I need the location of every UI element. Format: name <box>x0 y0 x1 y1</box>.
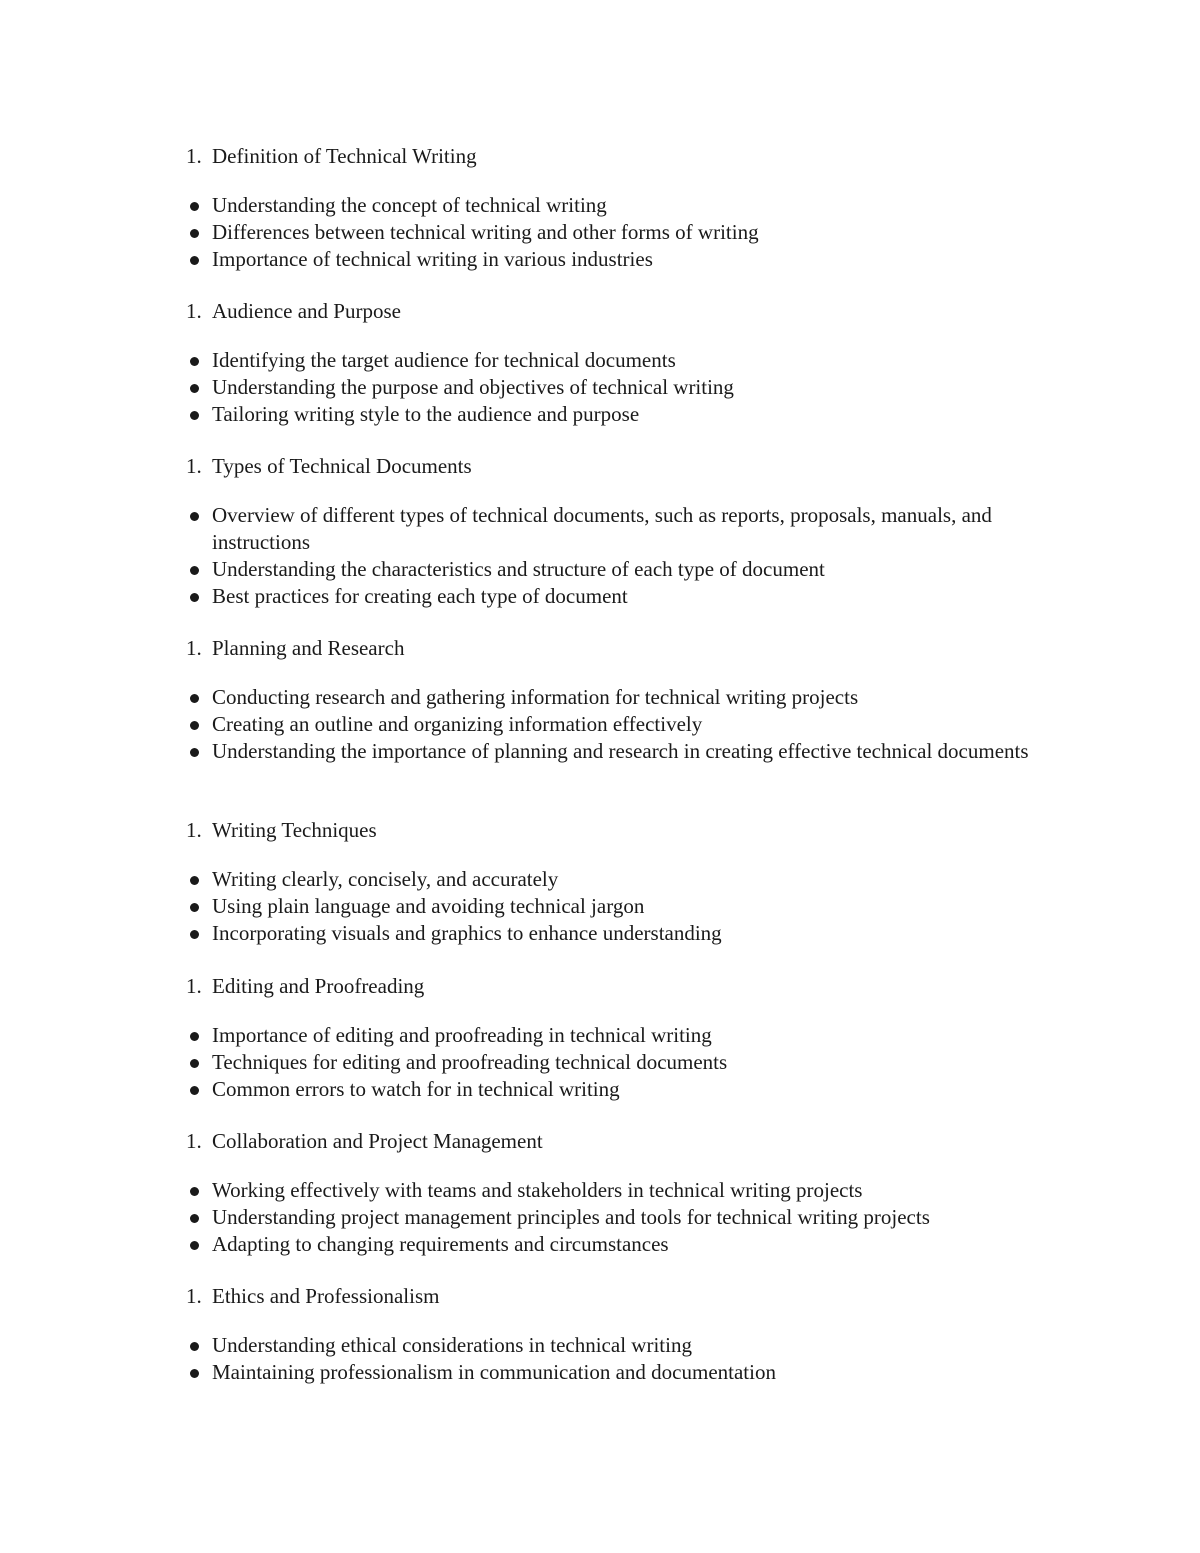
outline-section <box>186 634 1066 765</box>
list-item <box>186 401 1066 428</box>
bullet-list <box>186 502 1066 610</box>
list-item <box>186 1359 1066 1386</box>
list-item <box>186 1049 1066 1076</box>
bullet-icon <box>190 1086 199 1095</box>
list-item-text: Best practices for creating each type of document <box>212 584 628 608</box>
section-title: Planning and Research <box>212 636 405 660</box>
bullet-icon <box>190 566 199 575</box>
list-item <box>186 556 1066 583</box>
section-heading <box>186 816 1066 844</box>
list-item-text: Conducting research and gathering information for technical writing projects <box>212 685 859 709</box>
list-item <box>186 893 1066 920</box>
bullet-icon <box>190 357 199 366</box>
list-item <box>186 374 1066 401</box>
list-item-text: Understanding the characteristics and structure of each type of document <box>212 557 825 581</box>
bullet-icon <box>190 903 199 912</box>
list-item <box>186 1204 1066 1231</box>
bullet-icon <box>190 202 199 211</box>
section-title: Writing Techniques <box>212 818 377 842</box>
outline-section <box>186 1127 1066 1258</box>
list-item-text: Common errors to watch for in technical writing <box>212 1077 620 1101</box>
list-item <box>186 1177 1066 1204</box>
bullet-icon <box>190 694 199 703</box>
section-number: 1. <box>186 454 202 478</box>
list-item-text: Importance of editing and proofreading in technical writing <box>212 1023 712 1047</box>
list-item-text: Understanding the purpose and objectives of technical writing <box>212 375 734 399</box>
list-item <box>186 738 1066 765</box>
list-item-text: Identifying the target audience for technical documents <box>212 348 676 372</box>
outline-section <box>186 452 1066 610</box>
bullet-icon <box>190 1214 199 1223</box>
section-title: Ethics and Professionalism <box>212 1284 440 1308</box>
list-item-text: Importance of technical writing in various industries <box>212 247 653 271</box>
list-item <box>186 502 1066 556</box>
bullet-list <box>186 347 1066 428</box>
list-item <box>186 1332 1066 1359</box>
bullet-icon <box>190 593 199 602</box>
list-item-text: Understanding the concept of technical writing <box>212 193 607 217</box>
section-number: 1. <box>186 636 202 660</box>
section-heading <box>186 1127 1066 1155</box>
outline-section <box>186 142 1066 273</box>
list-item-text: Differences between technical writing and other forms of writing <box>212 220 759 244</box>
list-item <box>186 866 1066 893</box>
bullet-icon <box>190 930 199 939</box>
list-item <box>186 1022 1066 1049</box>
outline-section <box>186 972 1066 1103</box>
section-title: Editing and Proofreading <box>212 974 425 998</box>
bullet-icon <box>190 1342 199 1351</box>
bullet-icon <box>190 411 199 420</box>
section-heading <box>186 634 1066 662</box>
bullet-list <box>186 1332 1066 1386</box>
list-item-text: Writing clearly, concisely, and accurately <box>212 867 559 891</box>
bullet-icon <box>190 1059 199 1068</box>
list-item-text: Maintaining professionalism in communication and documentation <box>212 1360 776 1384</box>
list-item <box>186 192 1066 219</box>
list-item-text: Techniques for editing and proofreading technical documents <box>212 1050 728 1074</box>
bullet-icon <box>190 256 199 265</box>
bullet-list <box>186 866 1066 947</box>
section-heading <box>186 452 1066 480</box>
bullet-icon <box>190 721 199 730</box>
list-item <box>186 684 1066 711</box>
list-item-text: Tailoring writing style to the audience and purpose <box>212 402 640 426</box>
list-item-text: Overview of different types of technical documents, such as reports, proposals, manuals, and instructions <box>212 503 992 554</box>
bullet-icon <box>190 876 199 885</box>
bullet-icon <box>190 1369 199 1378</box>
list-item-text: Understanding project management principles and tools for technical writing projects <box>212 1205 930 1229</box>
list-item-text: Working effectively with teams and stakeholders in technical writing projects <box>212 1178 863 1202</box>
bullet-list <box>186 1022 1066 1103</box>
section-heading <box>186 142 1066 170</box>
bullet-icon <box>190 1187 199 1196</box>
list-item <box>186 1076 1066 1103</box>
list-item <box>186 920 1066 947</box>
list-item-text: Using plain language and avoiding technical jargon <box>212 894 645 918</box>
list-item <box>186 583 1066 610</box>
section-number: 1. <box>186 144 202 168</box>
bullet-icon <box>190 748 199 757</box>
bullet-icon <box>190 1241 199 1250</box>
outline-section <box>186 816 1066 947</box>
section-title: Definition of Technical Writing <box>212 144 477 168</box>
bullet-list <box>186 1177 1066 1258</box>
bullet-icon <box>190 384 199 393</box>
section-number: 1. <box>186 1284 202 1308</box>
list-item-text: Incorporating visuals and graphics to enhance understanding <box>212 921 722 945</box>
bullet-list <box>186 192 1066 273</box>
bullet-icon <box>190 512 199 521</box>
outline-section <box>186 1282 1066 1386</box>
section-title: Collaboration and Project Management <box>212 1129 543 1153</box>
bullet-icon <box>190 229 199 238</box>
section-number: 1. <box>186 299 202 323</box>
section-heading <box>186 297 1066 325</box>
list-item-text: Understanding ethical considerations in technical writing <box>212 1333 692 1357</box>
section-heading <box>186 1282 1066 1310</box>
section-number: 1. <box>186 974 202 998</box>
list-item <box>186 711 1066 738</box>
list-item-text: Understanding the importance of planning and research in creating effective technical documents <box>212 739 1029 763</box>
list-item-text: Creating an outline and organizing information effectively <box>212 712 703 736</box>
list-item <box>186 219 1066 246</box>
section-title: Types of Technical Documents <box>212 454 472 478</box>
list-item <box>186 246 1066 273</box>
list-item-text: Adapting to changing requirements and circumstances <box>212 1232 669 1256</box>
bullet-icon <box>190 1032 199 1041</box>
section-heading <box>186 972 1066 1000</box>
list-item <box>186 1231 1066 1258</box>
section-number: 1. <box>186 818 202 842</box>
list-item <box>186 347 1066 374</box>
section-number: 1. <box>186 1129 202 1153</box>
outline-section <box>186 297 1066 428</box>
bullet-list <box>186 684 1066 765</box>
section-title: Audience and Purpose <box>212 299 401 323</box>
